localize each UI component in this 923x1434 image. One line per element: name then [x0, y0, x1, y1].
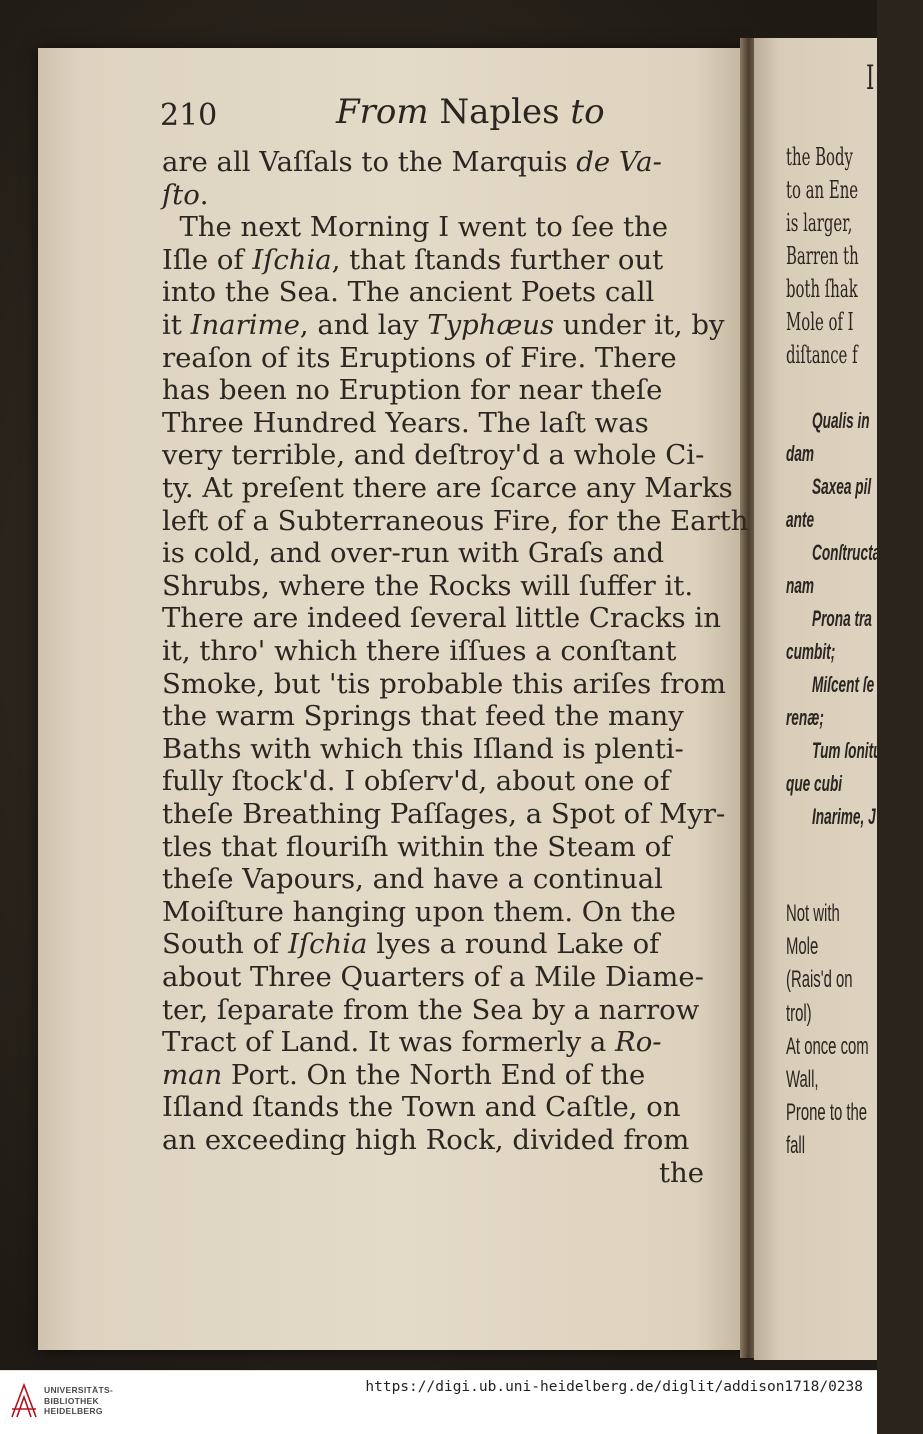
- right-page-line: trol): [786, 1000, 812, 1027]
- text-run: ty. At preſent there are ſcarce any Marks: [162, 472, 733, 504]
- text-run: it: [162, 309, 191, 341]
- running-title-from: From: [336, 92, 429, 132]
- right-page-line: the Body: [786, 143, 853, 171]
- page-number: 210: [160, 98, 218, 133]
- text-run: into the Sea. The ancient Poets call: [162, 276, 655, 309]
- right-page-line: At once com: [786, 1033, 869, 1060]
- text-line: [162, 961, 704, 994]
- text-run: , and lay: [299, 309, 428, 341]
- text-line: [162, 537, 704, 570]
- text-run: the warm Springs that feed the many: [162, 700, 684, 733]
- text-run: under it, by: [554, 309, 725, 341]
- text-line: [162, 928, 704, 961]
- text-line: [162, 602, 721, 635]
- text-line: [162, 1059, 704, 1092]
- right-page-line: Qualis in: [812, 408, 870, 433]
- right-page-line: Inarime, J: [812, 804, 876, 829]
- text-run: reaſon of its Eruptions of Fire. There: [162, 341, 677, 374]
- text-run: The next Morning I went to ſee the: [162, 211, 669, 244]
- library-logo-icon: [10, 1381, 38, 1419]
- right-page-line: Barren th: [786, 242, 859, 270]
- text-line: [162, 1026, 704, 1059]
- text-line: [162, 863, 704, 896]
- running-title-to: to: [570, 92, 605, 132]
- text-line: [162, 374, 704, 407]
- text-run: , that ſtands further out: [331, 243, 664, 276]
- text-run: fully ſtock'd. I obſerv'd, about one of: [162, 765, 670, 798]
- text-line: [162, 342, 704, 375]
- logo-line-1: UNIVERSITÄTS-: [44, 1385, 114, 1395]
- italic-run: Iſchia: [252, 243, 332, 276]
- book-gutter: [740, 38, 754, 1358]
- italic-run: Inarime: [190, 309, 300, 341]
- right-page-line: Wall,: [786, 1066, 819, 1093]
- right-page-line: cumbit;: [786, 639, 836, 664]
- text-line: [162, 831, 704, 864]
- right-page-line: fall: [786, 1132, 806, 1159]
- right-page-line: dam: [786, 441, 815, 466]
- page-header: [160, 92, 720, 138]
- text-line: [162, 504, 749, 538]
- text-run: tles that flouriſh within the Steam of: [162, 830, 672, 863]
- italic-run: Ro-: [615, 1026, 662, 1059]
- text-line: [162, 244, 704, 277]
- right-page-line: Saxea pil: [812, 474, 872, 499]
- viewer-footer: [0, 1370, 877, 1434]
- text-line: [162, 146, 704, 179]
- text-line: [162, 733, 704, 766]
- text-run: very terrible, and deſtroy'd a whole Ci-: [162, 439, 705, 472]
- text-run: is cold, and over-run with Graſs and: [162, 537, 665, 570]
- text-run: .: [199, 178, 209, 211]
- right-page-line: to an Ene: [786, 176, 859, 204]
- text-line: [162, 439, 704, 472]
- text-run: theſe Vapours, and have a continual: [162, 863, 663, 896]
- text-run: ter, ſeparate from the Sea by a narrow: [162, 993, 700, 1026]
- text-line: [162, 635, 704, 668]
- right-page-line: Prona tra: [812, 606, 872, 631]
- text-run: South of: [162, 928, 289, 961]
- library-logo-shape: [12, 1385, 36, 1417]
- italic-run: man: [162, 1058, 223, 1091]
- right-page-header: I: [866, 58, 875, 98]
- library-logo-text: [44, 1385, 113, 1417]
- right-page-line: Mole: [786, 933, 819, 960]
- right-page-line: Miſcent ſe: [812, 672, 875, 697]
- text-run: Baths with which this Iſland is plenti-: [162, 732, 684, 765]
- right-page-line: Conſtructa: [812, 540, 881, 565]
- catchword: [162, 1157, 704, 1190]
- text-run: has been no Eruption for near theſe: [162, 374, 663, 407]
- text-run: Iſland ſtands the Town and Caſtle, on: [162, 1091, 681, 1124]
- logo-line-2: BIBLIOTHEK: [44, 1395, 99, 1406]
- text-run: Tract of Land. It was formerly a: [162, 1026, 616, 1059]
- text-line: [162, 667, 726, 701]
- text-run: Iſle of: [162, 243, 253, 276]
- text-run: Moiſture hanging upon them. On the: [162, 895, 676, 928]
- text-line: [162, 179, 704, 212]
- text-line: [162, 798, 726, 831]
- right-page-line: renæ;: [786, 705, 824, 730]
- text-run: Smoke, but 'tis probable this ariſes from: [162, 667, 726, 700]
- text-run: an exceeding high Rock, divided from: [162, 1124, 690, 1156]
- text-run: left of a Subterraneous Fire, for the Earth: [162, 504, 749, 537]
- text-line: [162, 765, 704, 798]
- right-page-line: diſtance f: [786, 341, 858, 369]
- right-page-line: Mole of I: [786, 308, 854, 336]
- text-run: Three Hundred Years. The laſt was: [162, 406, 649, 439]
- text-line: [162, 276, 704, 309]
- text-line: [162, 309, 725, 342]
- right-page-line: (Rais'd on: [786, 966, 853, 993]
- text-line: [162, 1091, 704, 1124]
- right-page-line: ante: [786, 507, 815, 532]
- text-line: [162, 994, 704, 1027]
- right-page-line: Tum ſonitu: [812, 738, 882, 763]
- text-line: [162, 407, 704, 440]
- text-line: [162, 700, 704, 733]
- text-run: about Three Quarters of a Mile Diame-: [162, 961, 704, 993]
- logo-line-3: HEIDELBERG: [44, 1406, 103, 1416]
- italic-run: Typhæus: [427, 309, 555, 341]
- text-run: it, thro' which there iſſues a conſtant: [162, 635, 677, 667]
- right-page-line: Prone to the: [786, 1099, 868, 1126]
- italic-run: ſto: [162, 178, 200, 211]
- running-title-naples: Naples: [439, 92, 560, 132]
- right-page-line: nam: [786, 573, 815, 598]
- italic-run: Iſchia: [288, 928, 368, 961]
- text-line: [162, 472, 733, 505]
- text-run: lyes a round Lake of: [367, 928, 660, 961]
- text-line: [162, 211, 704, 244]
- right-page-line: is larger,: [786, 209, 853, 237]
- text-run: There are indeed ſeveral little Cracks in: [162, 602, 721, 635]
- text-run: Port. On the North End of the: [222, 1058, 646, 1091]
- right-page-line: both ſhak: [786, 275, 858, 303]
- running-title: [336, 92, 605, 132]
- italic-run: de Va-: [576, 146, 662, 178]
- text-run: are all Vaſſals to the Marquis: [162, 146, 577, 178]
- text-line: [162, 570, 704, 603]
- text-run: theſe Breathing Paſſages, a Spot of Myr-: [162, 798, 726, 830]
- right-page-line: que cubi: [786, 771, 843, 796]
- right-page-line: Not with: [786, 900, 840, 927]
- text-line: [162, 1124, 704, 1157]
- text-run: Shrubs, where the Rocks will ſuffer it.: [162, 569, 694, 602]
- text-line: [162, 896, 704, 929]
- catchword-text: the: [658, 1156, 704, 1189]
- source-url-link[interactable]: https://digi.ub.uni-heidelberg.de/diglit/addison1718/0238: [365, 1379, 863, 1395]
